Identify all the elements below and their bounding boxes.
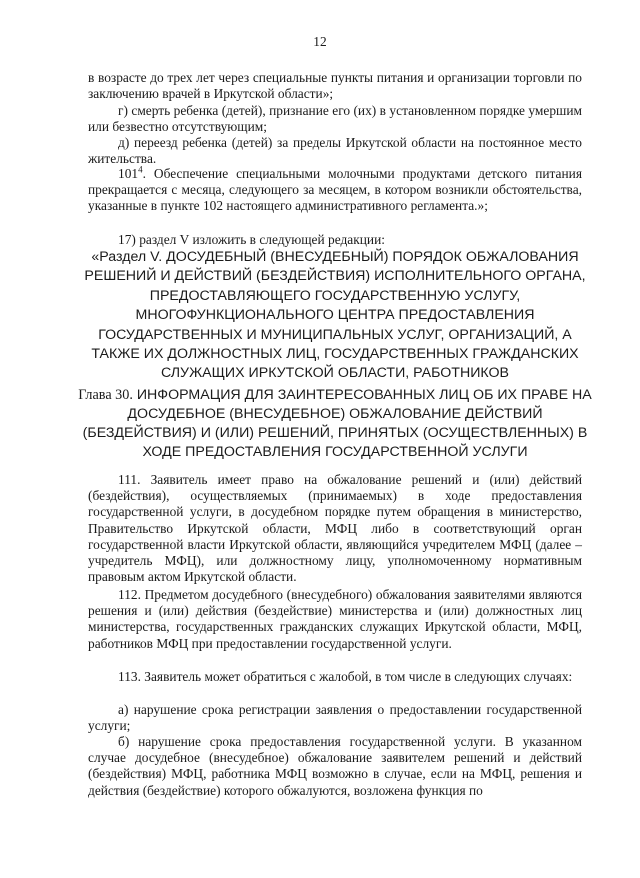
paragraph-113-b: б) нарушение срока предоставления государственной услуги. В указанном случае досудебное (внесудебное) обжалование заявителем решений и действий (бездействия) МФЦ, работника МФЦ возможно в случае, если на МФЦ, решения и действия (бездействие) которого обжалуются, возложена функция по xyxy=(88,734,582,798)
paragraph-113: 113. Заявитель может обратиться с жалобой, в том числе в следующих случаях: xyxy=(118,669,573,684)
paragraph-17: 17) раздел V изложить в следующей редакции: xyxy=(118,232,385,247)
paragraph-item-g: г) смерть ребенка (детей), признание его (их) в установленном порядке умершим или безвестно отсутствующим; xyxy=(88,103,582,135)
paragraph-text: . Обеспечение специальными молочными продуктами детского питания прекращается с месяца, следующего за месяцем, в котором возникли обстоятельства, указанные в пункте 102 настоящего административного регламента.»; xyxy=(88,166,582,214)
chapter-title: ИНФОРМАЦИЯ ДЛЯ ЗАИНТЕРЕСОВАННЫХ ЛИЦ ОБ ИХ ПРАВЕ НА ДОСУДЕБНОЕ (ВНЕСУДЕБНОЕ) ОБЖАЛОВАНИЕ ДЕЙСТВИЙ (БЕЗДЕЙСТВИЯ) И (ИЛИ) РЕШЕНИЙ, ПРИНЯТЫХ (ОСУЩЕСТВЛЕННЫХ) В ХОДЕ ПРЕДОСТАВЛЕНИЯ ГОСУДАРСТВЕННОЙ УСЛУГИ xyxy=(82,387,592,460)
chapter-heading xyxy=(78,386,592,462)
section-heading: «Раздел V. ДОСУДЕБНЫЙ (ВНЕСУДЕБНЫЙ) ПОРЯДОК ОБЖАЛОВАНИЯ РЕШЕНИЙ И ДЕЙСТВИЙ (БЕЗДЕЙСТВИЯ) ИСПОЛНИТЕЛЬНОГО ОРГАНА, ПРЕДОСТАВЛЯЮЩЕГО ГОСУДАРСТВЕННУЮ УСЛУГУ, МНОГОФУНКЦИОНАЛЬНОГО ЦЕНТРА ПРЕДОСТАВЛЕНИЯ ГОСУДАРСТВЕННЫХ И МУНИЦИПАЛЬНЫХ УСЛУГ, ОРГАНИЗАЦИЙ, А ТАКЖЕ ИХ ДОЛЖНОСТНЫХ ЛИЦ, ГОСУДАРСТВЕННЫХ ГРАЖДАНСКИХ СЛУЖАЩИХ ИРКУТСКОЙ ОБЛАСТИ, РАБОТНИКОВ xyxy=(84,249,586,382)
paragraph-111: 111. Заявитель имеет право на обжалование решений и (или) действий (бездействия), осуществляемых (принимаемых) в ходе предоставления государственной услуги, в досудебном порядке путем обращения в министерство, Правительство Иркутской области, МФЦ либо в соответствующий орган государственной власти Иркутской области, являющийся учредителем МФЦ (далее – учредитель МФЦ), или должностному лицу, уполномоченному нормативным правовым актом Иркутской области. xyxy=(88,472,582,585)
paragraph-113-a: а) нарушение срока регистрации заявления о предоставлении государственной услуги; xyxy=(88,702,582,734)
paragraph-101-4 xyxy=(88,166,582,215)
page-number: 12 xyxy=(313,34,327,49)
paragraph-number: 101 xyxy=(118,166,139,181)
paragraph-item-d: д) переезд ребенка (детей) за пределы Иркутской области на постоянное место жительства. xyxy=(88,135,582,167)
chapter-label: Глава 30. xyxy=(78,387,133,403)
paragraph-112: 112. Предметом досудебного (внесудебного) обжалования заявителями являются решения и (или) действия (бездействие) министерства и (или) должностных лиц министерства, государственных гражданских служащих Иркутской области, МФЦ, работников МФЦ при предоставлении государственной услуги. xyxy=(88,587,582,651)
paragraph-superscript: 4 xyxy=(138,164,143,175)
paragraph-continuation: в возрасте до трех лет через специальные пункты питания и организации торговли по заключению врачей в Иркутской области»; xyxy=(88,70,582,102)
